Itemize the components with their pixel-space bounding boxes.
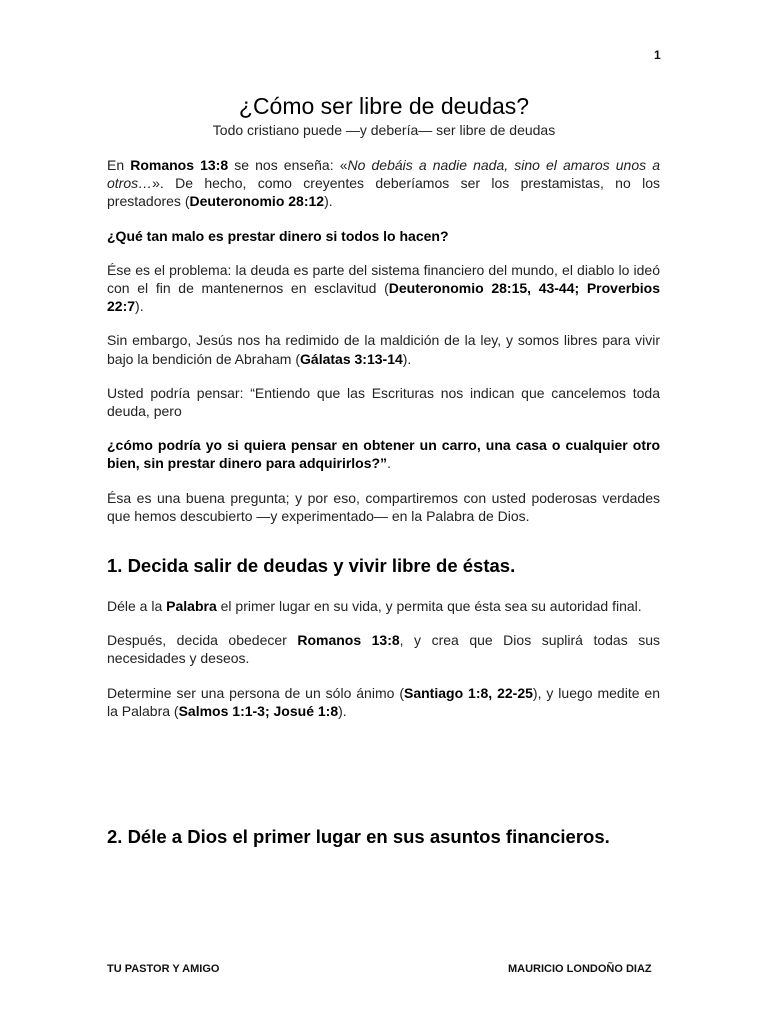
- scripture-ref: Salmos 1:1-3; Josué 1:8: [178, 702, 339, 719]
- scripture-ref: Romanos 13:8: [130, 157, 229, 173]
- paragraph-answer: Ésa es una buena pregunta; y por eso, compartiremos con usted poderosas verdades que hemos descubierto —y experimentado— en la Palabra de Dios.: [107, 489, 660, 524]
- scripture-ref: Romanos 13:8: [297, 632, 400, 649]
- paragraph-redemption: Sin embargo, Jesús nos ha redimido de la maldición de la ley, y somos libres para vivir bajo la bendición de Abraham (Gálatas 3:13-14).: [107, 332, 660, 367]
- scripture-ref: Santiago 1:8, 22-25: [404, 684, 533, 701]
- paragraph-question: ¿cómo podría yo si quiera pensar en obtener un carro, una casa o cualquier otro bien, sin prestar dinero para adquirirlos?”.: [107, 437, 660, 472]
- document-body: [107, 156, 660, 868]
- paragraph-thought: Usted podría pensar: “Entiendo que las Escrituras nos indican que cancelemos toda deuda, pero: [107, 384, 660, 420]
- paragraph-problem: Ése es el problema: la deuda es parte del sistema financiero del mundo, el diablo lo ideó con el fin de mantenernos en esclavitud (Deuteronomio 28:15, 43-44; Proverbios 22:7).: [107, 261, 660, 315]
- scripture-ref: Deuteronomio 28:12: [189, 193, 325, 210]
- section-heading-2: 2. Déle a Dios el primer lugar en sus asuntos financieros.: [107, 826, 610, 848]
- paragraph-single-mind: Determine ser una persona de un sólo ánimo (Santiago 1:8, 22-25), y luego medite en la Palabra (Salmos 1:1-3; Josué 1:8).: [107, 684, 661, 719]
- paragraph-obey: Después, decida obedecer Romanos 13:8, y crea que Dios suplirá todas sus necesidades y deseos.: [107, 632, 661, 667]
- question-heading: ¿Qué tan malo es prestar dinero si todos lo hacen?: [107, 227, 449, 244]
- page-number: 1: [654, 48, 661, 62]
- scripture-ref: Deuteronomio 28:15, 43-44; Proverbios 22:7: [107, 280, 660, 315]
- section-heading-1: 1. Decida salir de deudas y vivir libre de éstas.: [107, 555, 516, 577]
- footer-left: TU PASTOR Y AMIGO: [107, 963, 220, 975]
- footer-right: MAURICIO LONDOÑO DIAZ: [508, 963, 652, 975]
- paragraph-word-first: Déle a la Palabra el primer lugar en su vida, y permita que ésta sea su autoridad final.: [107, 598, 642, 615]
- paragraph-intro: En Romanos 13:8 se nos enseña: «No debáis a nadie nada, sino el amaros unos a otros…». De hecho, como creyentes deberíamos ser los prestamistas, no los prestadores (Deuteronomio 28:12).: [107, 157, 661, 210]
- scripture-quote: No debáis a nadie nada, sino el amaros unos a otros…: [107, 157, 661, 192]
- document-subtitle: Todo cristiano puede —y debería— ser libre de deudas: [212, 122, 556, 138]
- scripture-ref: Gálatas 3:13-14: [300, 350, 403, 367]
- document-title: ¿Cómo ser libre de deudas?: [238, 93, 530, 119]
